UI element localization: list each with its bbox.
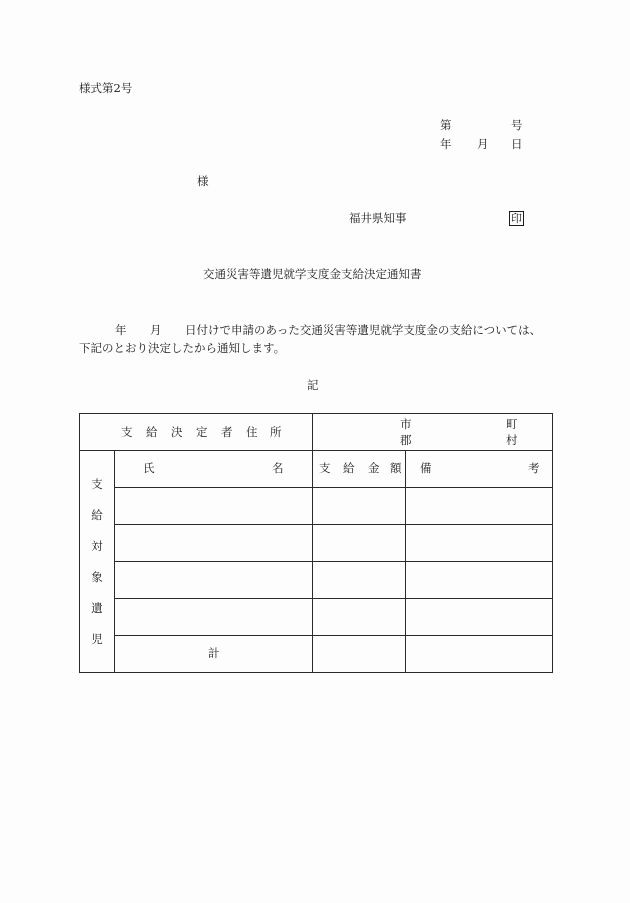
col-name-header (115, 451, 313, 488)
address-row (80, 414, 553, 451)
machi-label: 町 (506, 417, 518, 431)
total-row (80, 636, 553, 673)
shi-label: 市 (400, 417, 412, 431)
body-line2: 下記のとおり決定したから通知します。 (79, 341, 286, 355)
side-label-cell (80, 451, 115, 673)
ki-heading: 記 (307, 378, 319, 392)
seal-mark: 印 (511, 212, 522, 225)
document-title: 交通災害等遺児就学支度金支給決定通知書 (203, 267, 422, 281)
note-cell[interactable] (406, 525, 553, 562)
col-note-header (406, 451, 553, 488)
col-note-char: 考 (528, 461, 540, 475)
col-name-char: 名 (272, 461, 284, 475)
addressee-suffix: 様 (197, 174, 209, 188)
date-day: 日 (511, 137, 523, 151)
address-label-char: 決 (171, 425, 183, 439)
amount-cell[interactable] (313, 562, 406, 599)
amount-cell[interactable] (313, 599, 406, 636)
mura-label: 村 (506, 433, 518, 447)
body-year: 年 (115, 323, 127, 337)
side-label-char: 象 (91, 570, 103, 584)
side-label-char: 支 (91, 477, 103, 491)
col-amount-char: 支 (319, 461, 331, 475)
side-label-char: 対 (91, 539, 103, 553)
table-row (80, 562, 553, 599)
date-month: 月 (477, 137, 489, 151)
body-line1: 日付けで申請のあった交通災害等遺児就学支度金の支給については、 (185, 323, 542, 337)
total-amount-cell[interactable] (313, 636, 406, 673)
name-cell[interactable] (115, 562, 313, 599)
col-amount-char: 額 (390, 461, 402, 475)
address-label-char: 給 (146, 425, 158, 439)
date-year: 年 (440, 137, 452, 151)
side-label-char: 児 (91, 632, 103, 646)
address-label-char: 所 (270, 425, 282, 439)
table-row (80, 488, 553, 525)
name-cell[interactable] (115, 488, 313, 525)
note-cell[interactable] (406, 488, 553, 525)
amount-cell[interactable] (313, 488, 406, 525)
name-cell[interactable] (115, 599, 313, 636)
address-label-char: 住 (246, 425, 258, 439)
address-label-char: 支 (121, 425, 133, 439)
table-row (80, 599, 553, 636)
name-cell[interactable] (115, 525, 313, 562)
gun-label: 郡 (400, 433, 412, 447)
header-row (80, 451, 553, 488)
total-note-cell[interactable] (406, 636, 553, 673)
side-label-char: 遺 (91, 601, 103, 615)
doc-number-prefix: 第 (440, 118, 452, 132)
address-value-cell (313, 414, 553, 451)
col-note-char: 備 (420, 461, 432, 475)
amount-cell[interactable] (313, 525, 406, 562)
table-row (80, 525, 553, 562)
address-label-char: 定 (196, 425, 208, 439)
side-label-char: 給 (91, 508, 103, 522)
payment-table (79, 413, 553, 673)
col-amount-char: 給 (343, 461, 355, 475)
col-name-char: 氏 (143, 461, 155, 475)
address-label-cell (80, 414, 313, 451)
body-month: 月 (150, 323, 162, 337)
total-label: 計 (208, 646, 220, 660)
note-cell[interactable] (406, 562, 553, 599)
col-amount-char: 金 (368, 461, 380, 475)
col-amount-header (313, 451, 406, 488)
form-number: 様式第2号 (79, 81, 133, 95)
total-label-cell (115, 636, 313, 673)
issuer-name: 福井県知事 (349, 211, 407, 225)
doc-number-suffix: 号 (511, 118, 523, 132)
note-cell[interactable] (406, 599, 553, 636)
address-label-char: 者 (221, 425, 233, 439)
